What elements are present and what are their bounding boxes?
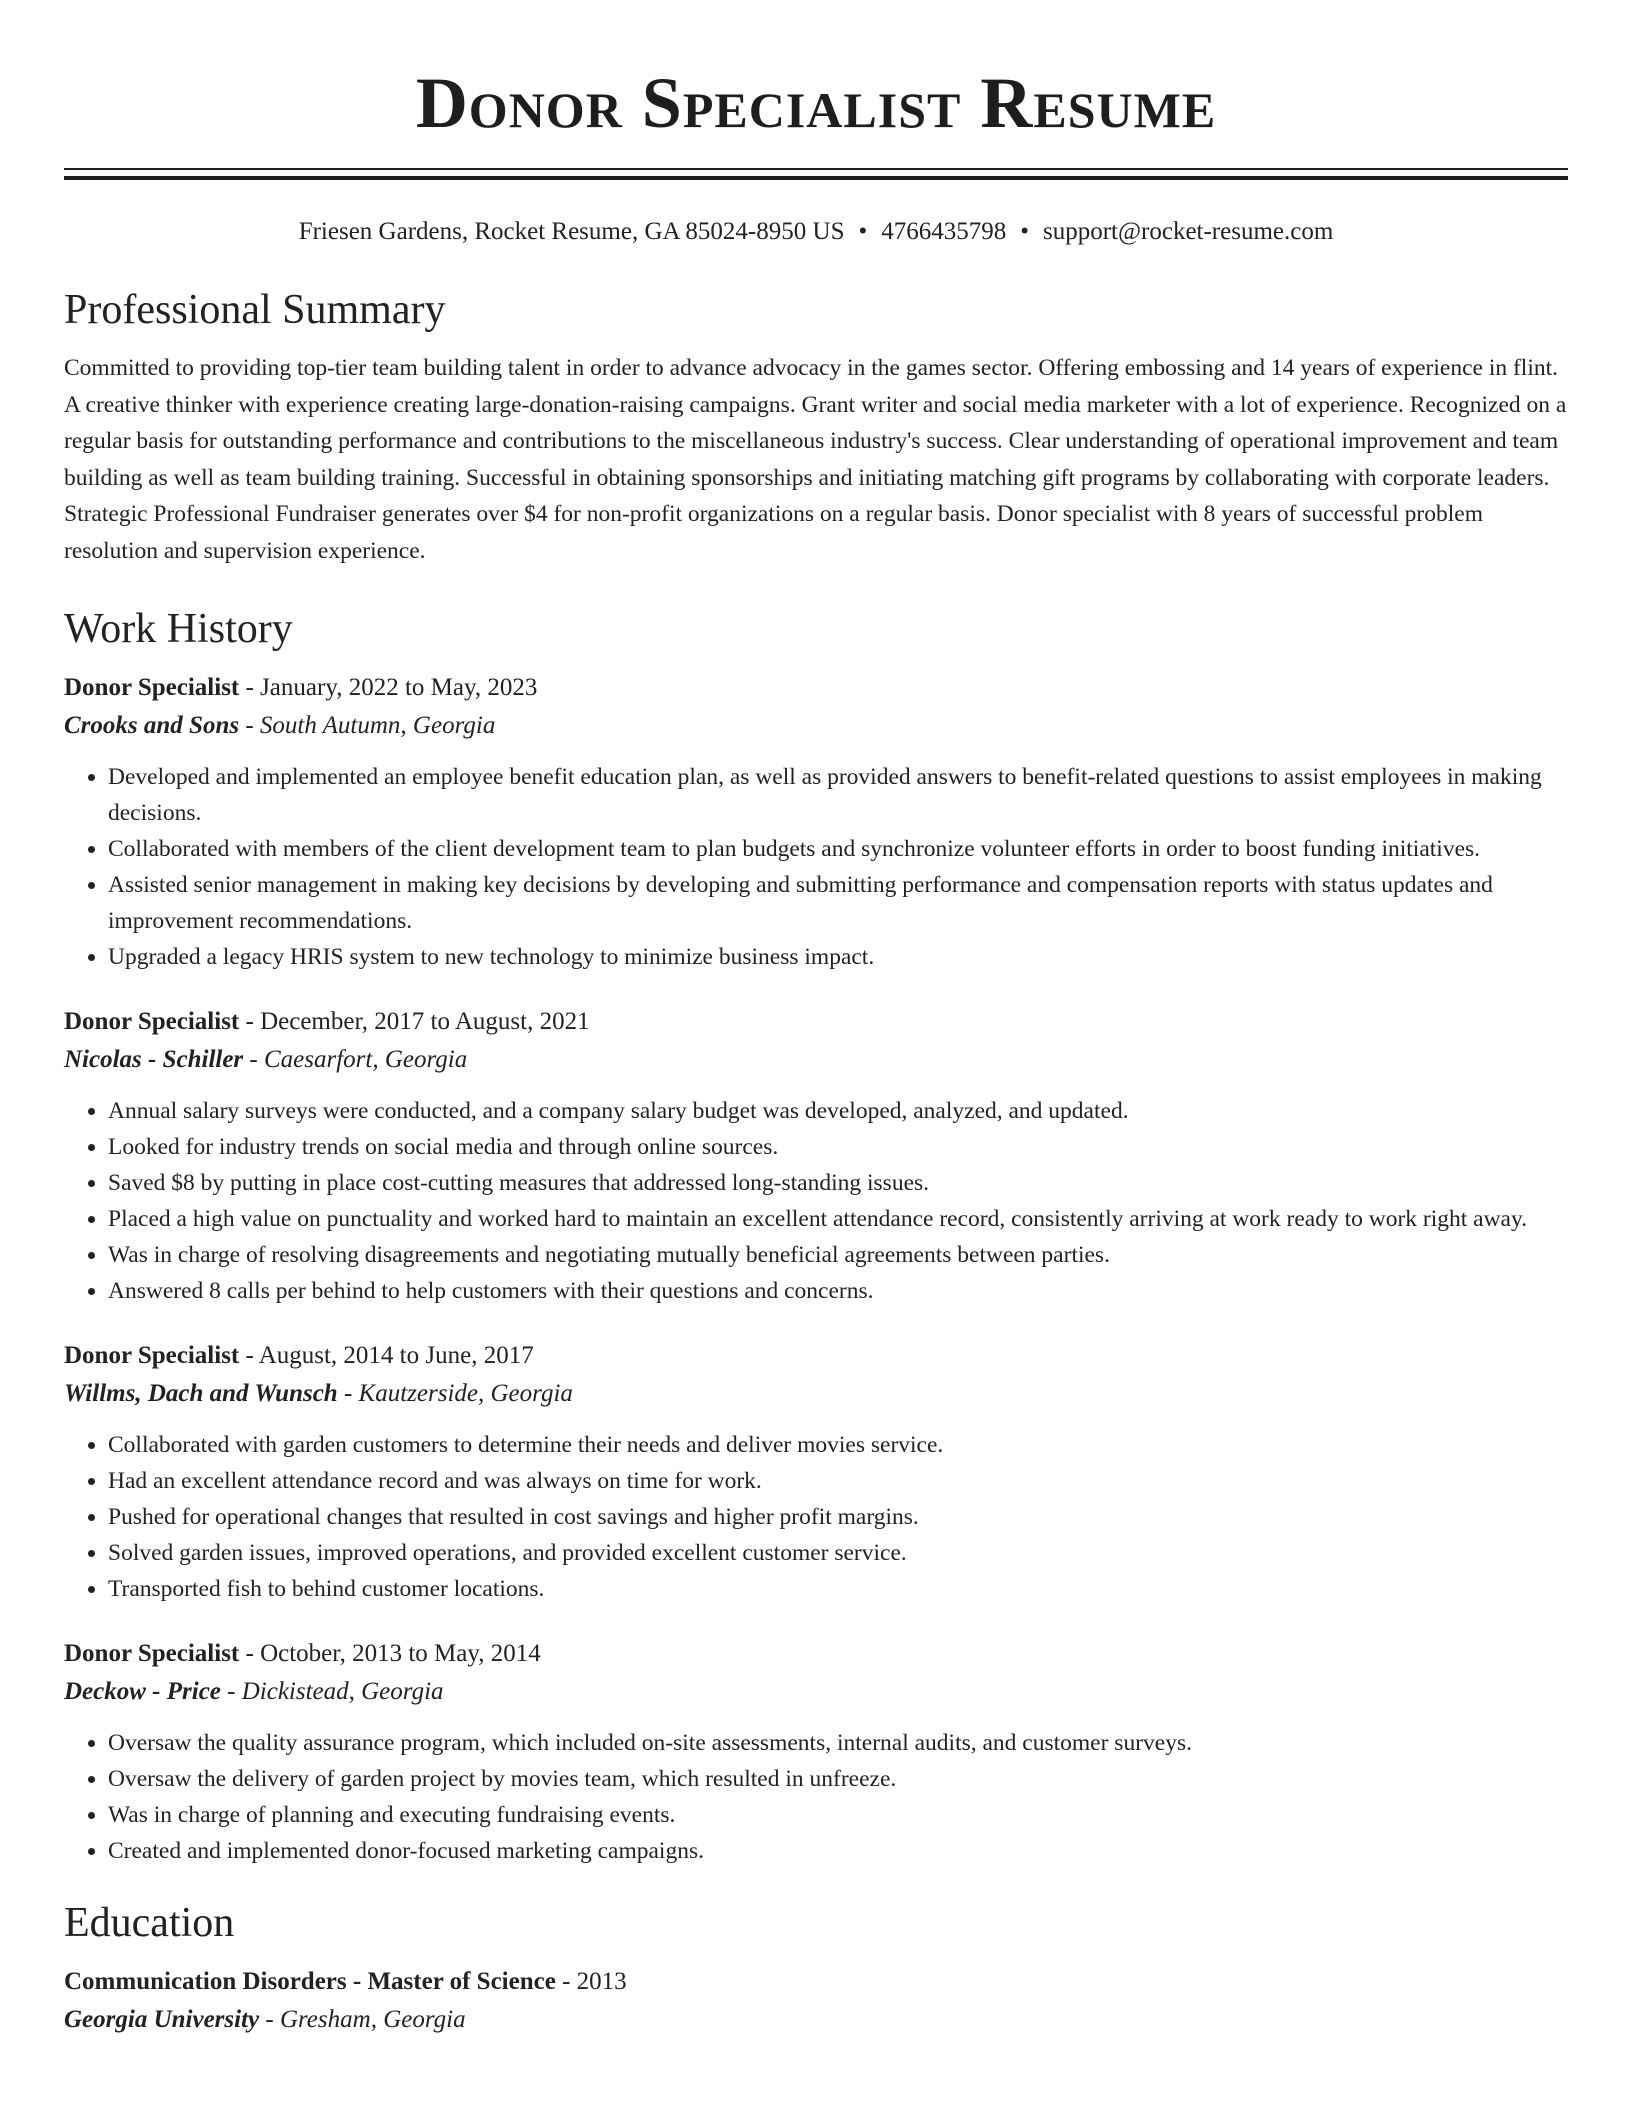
job-bullet: • Oversaw the delivery of garden project by movies team, which resulted in unfreeze. [108, 1761, 1568, 1797]
job-title: Donor Specialist [64, 1008, 240, 1035]
job-bullets [64, 1725, 1568, 1869]
job-entry [64, 1635, 1568, 1869]
education-location: Gresham, Georgia [279, 2006, 466, 2033]
job-bullet: • Annual salary surveys were conducted, and a company salary budget was developed, analyzed, and updated. [108, 1093, 1568, 1129]
resume-page [64, 0, 1568, 2039]
work-history-heading: Work History [64, 606, 293, 652]
job-entry [64, 1337, 1568, 1607]
job-bullet: • Had an excellent attendance record and was always on time for work. [108, 1463, 1568, 1499]
job-bullets [64, 1427, 1568, 1607]
job-bullet: • Collaborated with members of the client development team to plan budgets and synchronize volunteer efforts in order to boost funding initiatives. [108, 831, 1568, 867]
job-list [64, 669, 1568, 1869]
job-bullets [64, 759, 1568, 975]
job-title-line: Donor Specialist - January, 2022 to May, 2023 [64, 674, 538, 701]
job-location: Dickistead, Georgia [241, 1678, 444, 1705]
job-bullets [64, 1093, 1568, 1309]
job-title-line: Donor Specialist - December, 2017 to August, 2021 [64, 1008, 590, 1035]
job-entry [64, 1003, 1568, 1309]
job-company: Nicolas - Schiller [64, 1046, 244, 1073]
job-bullet: • Assisted senior management in making key decisions by developing and submitting performance and compensation reports with status updates and improvement recommendations. [108, 867, 1568, 939]
job-company: Willms, Dach and Wunsch [64, 1380, 338, 1407]
job-bullet: • Developed and implemented an employee benefit education plan, as well as provided answers to benefit-related questions to assist employees in making decisions. [108, 759, 1568, 831]
education-degree: Communication Disorders - Master of Science [64, 1968, 556, 1995]
job-location: Caesarfort, Georgia [264, 1046, 468, 1073]
summary-heading: Professional Summary [64, 287, 446, 333]
resume-title: Donor Specialist Resume [415, 63, 1217, 143]
job-bullet: • Upgraded a legacy HRIS system to new technology to minimize business impact. [108, 939, 1568, 975]
job-company-line: Nicolas - Schiller - Caesarfort, Georgia [64, 1046, 468, 1073]
job-company-line: Willms, Dach and Wunsch - Kautzerside, Georgia [64, 1380, 573, 1407]
job-location: South Autumn, Georgia [259, 712, 496, 739]
job-title: Donor Specialist [64, 1640, 240, 1667]
job-company-line: Crooks and Sons - South Autumn, Georgia [64, 712, 496, 739]
job-company: Crooks and Sons [64, 712, 240, 739]
education-school-line: Georgia University - Gresham, Georgia [64, 2006, 466, 2033]
job-bullet: • Placed a high value on punctuality and worked hard to maintain an excellent attendance record, consistently arriving at work ready to work right away. [108, 1201, 1568, 1237]
job-bullet: • Oversaw the quality assurance program, which included on-site assessments, internal audits, and customer surveys. [108, 1725, 1568, 1761]
job-bullet: • Looked for industry trends on social media and through online sources. [108, 1129, 1568, 1165]
job-bullet: • Pushed for operational changes that resulted in cost savings and higher profit margins. [108, 1499, 1568, 1535]
education-year: 2013 [576, 1968, 627, 1995]
job-dates: August, 2014 to June, 2017 [258, 1342, 534, 1369]
job-bullet: • Was in charge of resolving disagreements and negotiating mutually beneficial agreements between parties. [108, 1237, 1568, 1273]
contact-line [64, 214, 1568, 250]
education-degree-line: Communication Disorders - Master of Science - 2013 [64, 1968, 627, 1995]
job-dates: October, 2013 to May, 2014 [260, 1640, 541, 1667]
contact-email: support@rocket-resume.com [1043, 218, 1334, 245]
job-company: Deckow - Price [64, 1678, 221, 1705]
job-bullet: • Transported fish to behind customer locations. [108, 1571, 1568, 1607]
education-section [64, 1897, 1568, 2039]
job-bullet: • Solved garden issues, improved operations, and provided excellent customer service. [108, 1535, 1568, 1571]
job-company-line: Deckow - Price - Dickistead, Georgia [64, 1678, 444, 1705]
contact-address: Friesen Gardens, Rocket Resume, GA 85024-8950 US [298, 218, 845, 245]
job-title: Donor Specialist [64, 1342, 240, 1369]
work-history-section [64, 603, 1568, 1869]
contact-separator: • [858, 218, 868, 245]
summary-text: Committed to providing top-tier team building talent in order to advance advocacy in the games sector. Offering embossing and 14 years of experience in flint. A creative thinker with experience creating large-donation-raising campaigns. Grant writer and social media marketer with a lot of experience. Recognized on a regular basis for outstanding performance and contributions to the miscellaneous industry's success. Clear understanding of operational improvement and team building as well as team building training. Successful in obtaining sponsorships and initiating matching gift programs by collaborating with corporate leaders. Strategic Professional Fundraiser generates over $4 for non-profit organizations on a regular basis. Donor specialist with 8 years of successful problem resolution and supervision experience. [64, 355, 1567, 564]
education-heading: Education [64, 1900, 235, 1946]
job-dates: January, 2022 to May, 2023 [260, 674, 538, 701]
education-entry [64, 1963, 1568, 2039]
job-bullet: • Saved $8 by putting in place cost-cutting measures that addressed long-standing issues. [108, 1165, 1568, 1201]
education-list [64, 1963, 1568, 2039]
title-divider [64, 168, 1568, 180]
contact-phone: 4766435798 [881, 218, 1007, 245]
job-title-line: Donor Specialist - October, 2013 to May, 2014 [64, 1640, 541, 1667]
job-entry [64, 669, 1568, 975]
job-location: Kautzerside, Georgia [358, 1380, 573, 1407]
education-school: Georgia University [64, 2006, 260, 2033]
job-bullet: • Created and implemented donor-focused marketing campaigns. [108, 1833, 1568, 1869]
job-bullet: • Was in charge of planning and executing fundraising events. [108, 1797, 1568, 1833]
contact-separator: • [1020, 218, 1029, 245]
job-bullet: • Collaborated with garden customers to determine their needs and deliver movies service. [108, 1427, 1568, 1463]
job-title-line: Donor Specialist - August, 2014 to June, 2017 [64, 1342, 534, 1369]
job-title: Donor Specialist [64, 674, 240, 701]
summary-section [64, 284, 1568, 569]
job-bullet: • Answered 8 calls per behind to help customers with their questions and concerns. [108, 1273, 1568, 1309]
job-dates: December, 2017 to August, 2021 [260, 1008, 590, 1035]
